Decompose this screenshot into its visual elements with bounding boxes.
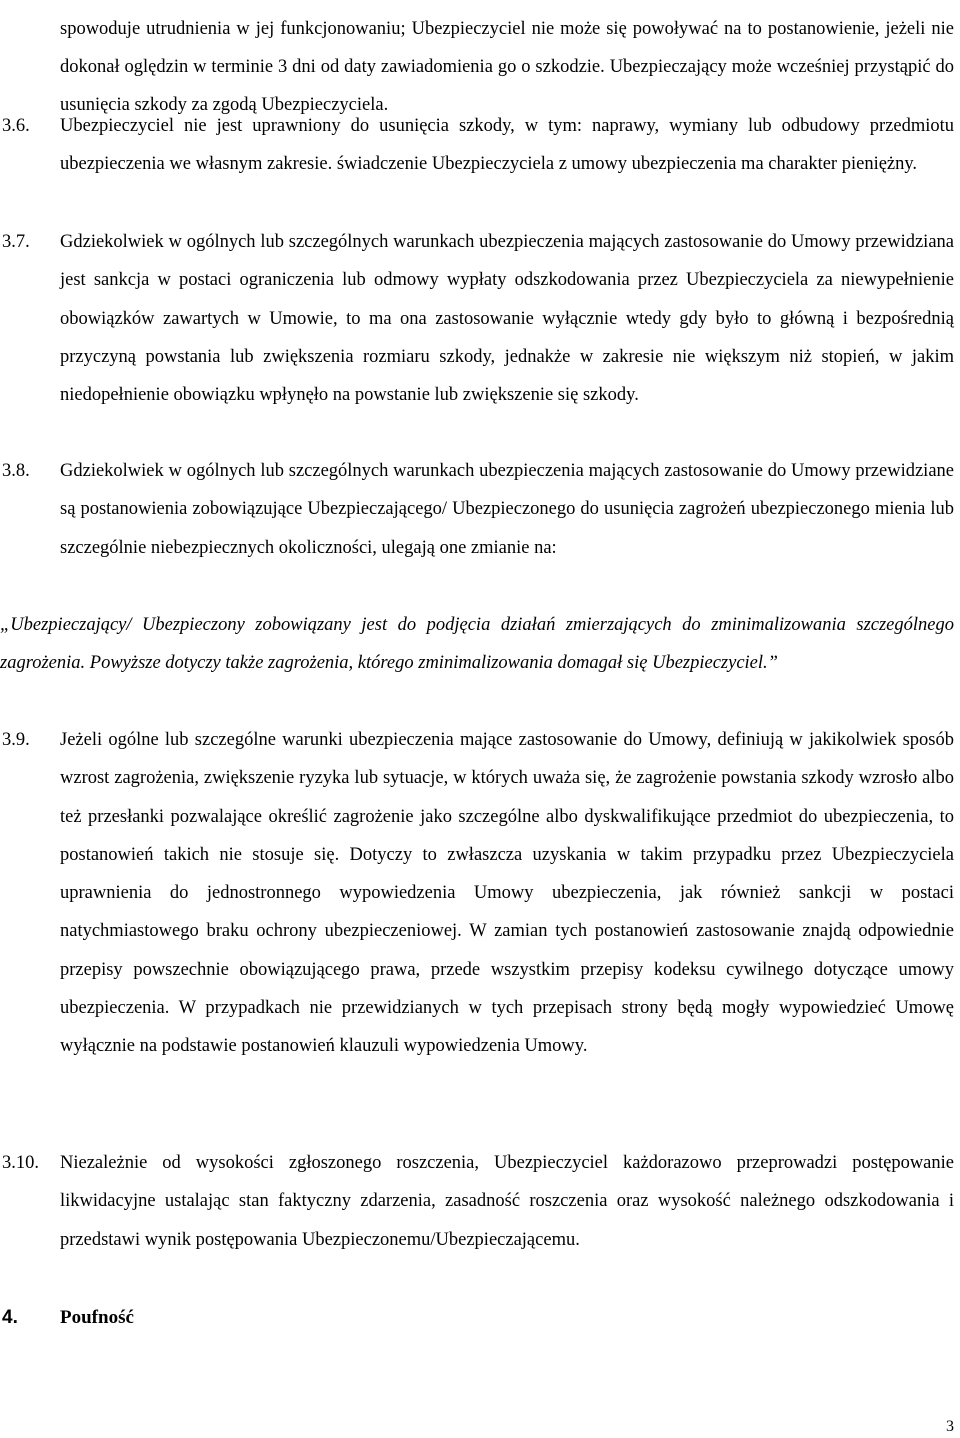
clause-text: Jeżeli ogólne lub szczególne warunki ubezpieczenia mające zastosowanie do Umowy, definiują w jakikolwiek sposób wzrost zagrożenia, zwiększenie ryzyka lub sytuacje, w których uważa się, że zagrożenie powstania szkody wzrosło albo też przesłanki pozwalające określić zagrożenie jako szczególne albo dyskwalifikujące przedmiot do ubezpieczenia, to postanowień takich nie stosuje się. Dotyczy to zwłaszcza uzyskania w takim przypadku przez Ubezpieczyciela uprawnienia do jednostronnego wypowiedzenia Umowy ubezpieczenia, jak również sankcji w postaci natychmiastowego braku ochrony ubezpieczeniowej. W zamian tych postanowień zastosowanie znajdą odpowiednie przepisy powszechnie obowiązującego prawa, przede wszystkim przepisy kodeksu cywilnego dotyczące umowy ubezpieczenia. W przypadkach nie przewidzianych w tych przepisach strony będą mogły wypowiedzieć Umowę wyłącznie na podstawie postanowień klauzuli wypowiedzenia Umowy. [60,730,954,1057]
clause-text: Gdziekolwiek w ogólnych lub szczególnych warunkach ubezpieczenia mających zastosowanie do Umowy przewidziane są postanowienia zobowiązujące Ubezpieczającego/ Ubezpieczonego do usunięcia zagrożeń ubezpieczonego mienia lub szczególnie niebezpiecznych okoliczności, ulegają one zmianie na: [60,461,954,558]
clause-text: Ubezpieczyciel nie jest uprawniony do usunięcia szkody, w tym: naprawy, wymiany lub odbudowy przedmiotu ubezpieczenia we własnym zakresie. świadczenie Ubezpieczyciela z umowy ubezpieczenia ma charakter pieniężny. [60,116,954,175]
page-number: 3 [946,1418,954,1435]
clause-number: 3.6. [2,116,30,136]
continuation-paragraph: spowoduje utrudnienia w jej funkcjonowaniu; Ubezpieczyciel nie może się powoływać na to postanowienie, jeżeli nie dokonał oględzin w terminie 3 dni od daty zawiadomienia go o szkodzie. Ubezpieczający może wcześniej przystąpić do usunięcia szkody za zgodą Ubezpieczyciela. [60,18,954,116]
section-number: 4. [2,1307,18,1328]
clause-number: 3.9. [2,730,30,750]
clause-quote: „Ubezpieczający/ Ubezpieczony zobowiązany jest do podjęcia działań zmierzających do zminimalizowania szczególnego zagrożenia. Powyższe dotyczy także zagrożenia, którego zminimalizowania domagał się Ubezpieczyciel.” [0,615,954,674]
section-title: Poufność [60,1307,134,1328]
clause-number: 3.8. [2,461,30,481]
clause-text: Gdziekolwiek w ogólnych lub szczególnych warunkach ubezpieczenia mających zastosowanie do Umowy przewidziana jest sankcja w postaci ograniczenia lub odmowy wypłaty odszkodowania przez Ubezpieczyciela za niewypełnienie obowiązków zawartych w Umowie, to ma ona zastosowanie wyłącznie wtedy gdy było to główną i bezpośrednią przyczyną powstania lub zwiększenia rozmiaru szkody, jednakże w zakresie nie większym niż stopień, w jakim niedopełnienie obowiązku wpłynęło na powstanie lub zwiększenie się szkody. [60,232,954,406]
clause-number: 3.7. [2,232,30,252]
clause-number: 3.10. [2,1153,39,1173]
clause-text: Niezależnie od wysokości zgłoszonego roszczenia, Ubezpieczyciel każdorazowo przeprowadzi postępowanie likwidacyjne ustalając stan faktyczny zdarzenia, zasadność roszczenia oraz wysokość należnego odszkodowania i przedstawi wynik postępowania Ubezpieczonemu/Ubezpieczającemu. [60,1153,954,1250]
